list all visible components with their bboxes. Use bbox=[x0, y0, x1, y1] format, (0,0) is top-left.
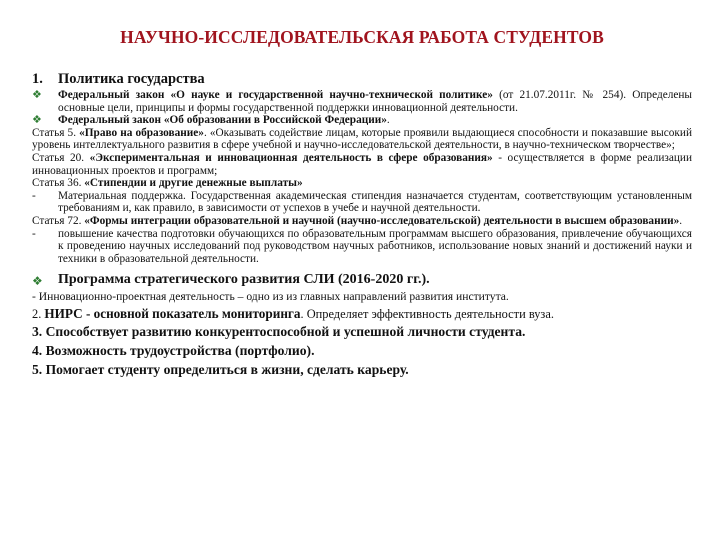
list-item-2 bbox=[32, 306, 692, 322]
article-item-text: повышение качества подготовки обучающихся по образовательным программам высшего образования, привлечение обучающихся к проведению научных исследований под руководством научных работников, использование новых знаний и достижений науки и техники в образовательной деятельности. bbox=[58, 227, 692, 265]
article-text: . bbox=[679, 214, 683, 227]
list-number: 2. bbox=[32, 307, 45, 322]
dash-marker: - bbox=[32, 189, 36, 202]
section-heading-1 bbox=[32, 71, 692, 89]
article-prefix: Статья 72. bbox=[32, 214, 85, 227]
article-text: . «Оказывать содействие лицам, которые проявили выдающиеся способности и показавшие высокий уровень интеллектуального развития в сфере учебной и научно-исследовательской деятельности, в научно-техническом творчестве»; bbox=[32, 126, 693, 152]
diamond-bullet-icon: ❖ bbox=[32, 274, 43, 289]
law-description: (от 21.07.2011г. № 254). Определены основные цели, принципы и формы государственной поддержки инновационной деятельности. bbox=[58, 89, 692, 114]
article-36 bbox=[32, 177, 692, 190]
innovation-line: - Инновационно-проектная деятельность – одно из из главных направлений развития института. bbox=[32, 290, 509, 304]
section-heading-text: Программа стратегического развития СЛИ (2016-2020 гг.). bbox=[58, 272, 430, 288]
article-title: «Экспериментальная и инновационная деятельность в сфере образования» bbox=[89, 151, 493, 164]
article-prefix: Статья 20. bbox=[32, 151, 90, 164]
article-72-item bbox=[32, 228, 692, 266]
law-title: Федеральный закон «Об образовании в Российской Федерации» bbox=[58, 114, 387, 127]
law-item-science bbox=[32, 89, 692, 114]
article-72 bbox=[32, 215, 692, 228]
law-description: . bbox=[386, 114, 390, 127]
list-item-3: 3. Способствует развитию конкурентоспособной и успешной личности студента. bbox=[32, 324, 526, 340]
list-item-5: 5. Помогает студенту определиться в жизни, сделать карьеру. bbox=[32, 362, 409, 378]
section-heading-text: Политика государства bbox=[58, 71, 205, 87]
article-20 bbox=[32, 152, 692, 177]
article-prefix: Статья 5. bbox=[32, 126, 80, 139]
section-1-body bbox=[32, 89, 692, 265]
law-title: Федеральный закон «О науке и государственной научно-технической политике» bbox=[58, 89, 493, 101]
list-item-4: 4. Возможность трудоустройства (портфолио). bbox=[32, 343, 315, 359]
article-title: «Стипендии и другие денежные выплаты» bbox=[84, 177, 303, 190]
law-item-education bbox=[32, 114, 692, 127]
dash-marker: - bbox=[32, 227, 36, 240]
diamond-bullet-icon: ❖ bbox=[32, 113, 42, 127]
diamond-bullet-icon: ❖ bbox=[32, 88, 42, 101]
article-prefix: Статья 36. bbox=[32, 177, 85, 190]
article-36-item bbox=[32, 190, 692, 215]
section-heading-2 bbox=[32, 272, 692, 288]
list-item-lead: НИРС - основной показатель мониторинга bbox=[44, 306, 301, 322]
article-text: - осуществляется в форме реализации инновационных проектов и программ; bbox=[32, 151, 692, 177]
article-title: «Право на образование» bbox=[79, 126, 204, 139]
article-title: «Формы интеграции образовательной и научной (научно-исследовательской) деятельности в высшем образовании» bbox=[84, 214, 680, 227]
page-title: НАУЧНО-ИССЛЕДОВАТЕЛЬСКАЯ РАБОТА СТУДЕНТОВ bbox=[120, 27, 604, 47]
article-item-text: Материальная поддержка. Государственная академическая стипендия назначается студентам, соответствующим установленным требованиям и, как правило, в зависимости от успехов в учебе и научной деятельности. bbox=[58, 189, 692, 215]
article-5 bbox=[32, 127, 692, 152]
section-number: 1. bbox=[32, 71, 43, 87]
list-item-text: . Определяет эффективность деятельности вуза. bbox=[300, 307, 554, 322]
